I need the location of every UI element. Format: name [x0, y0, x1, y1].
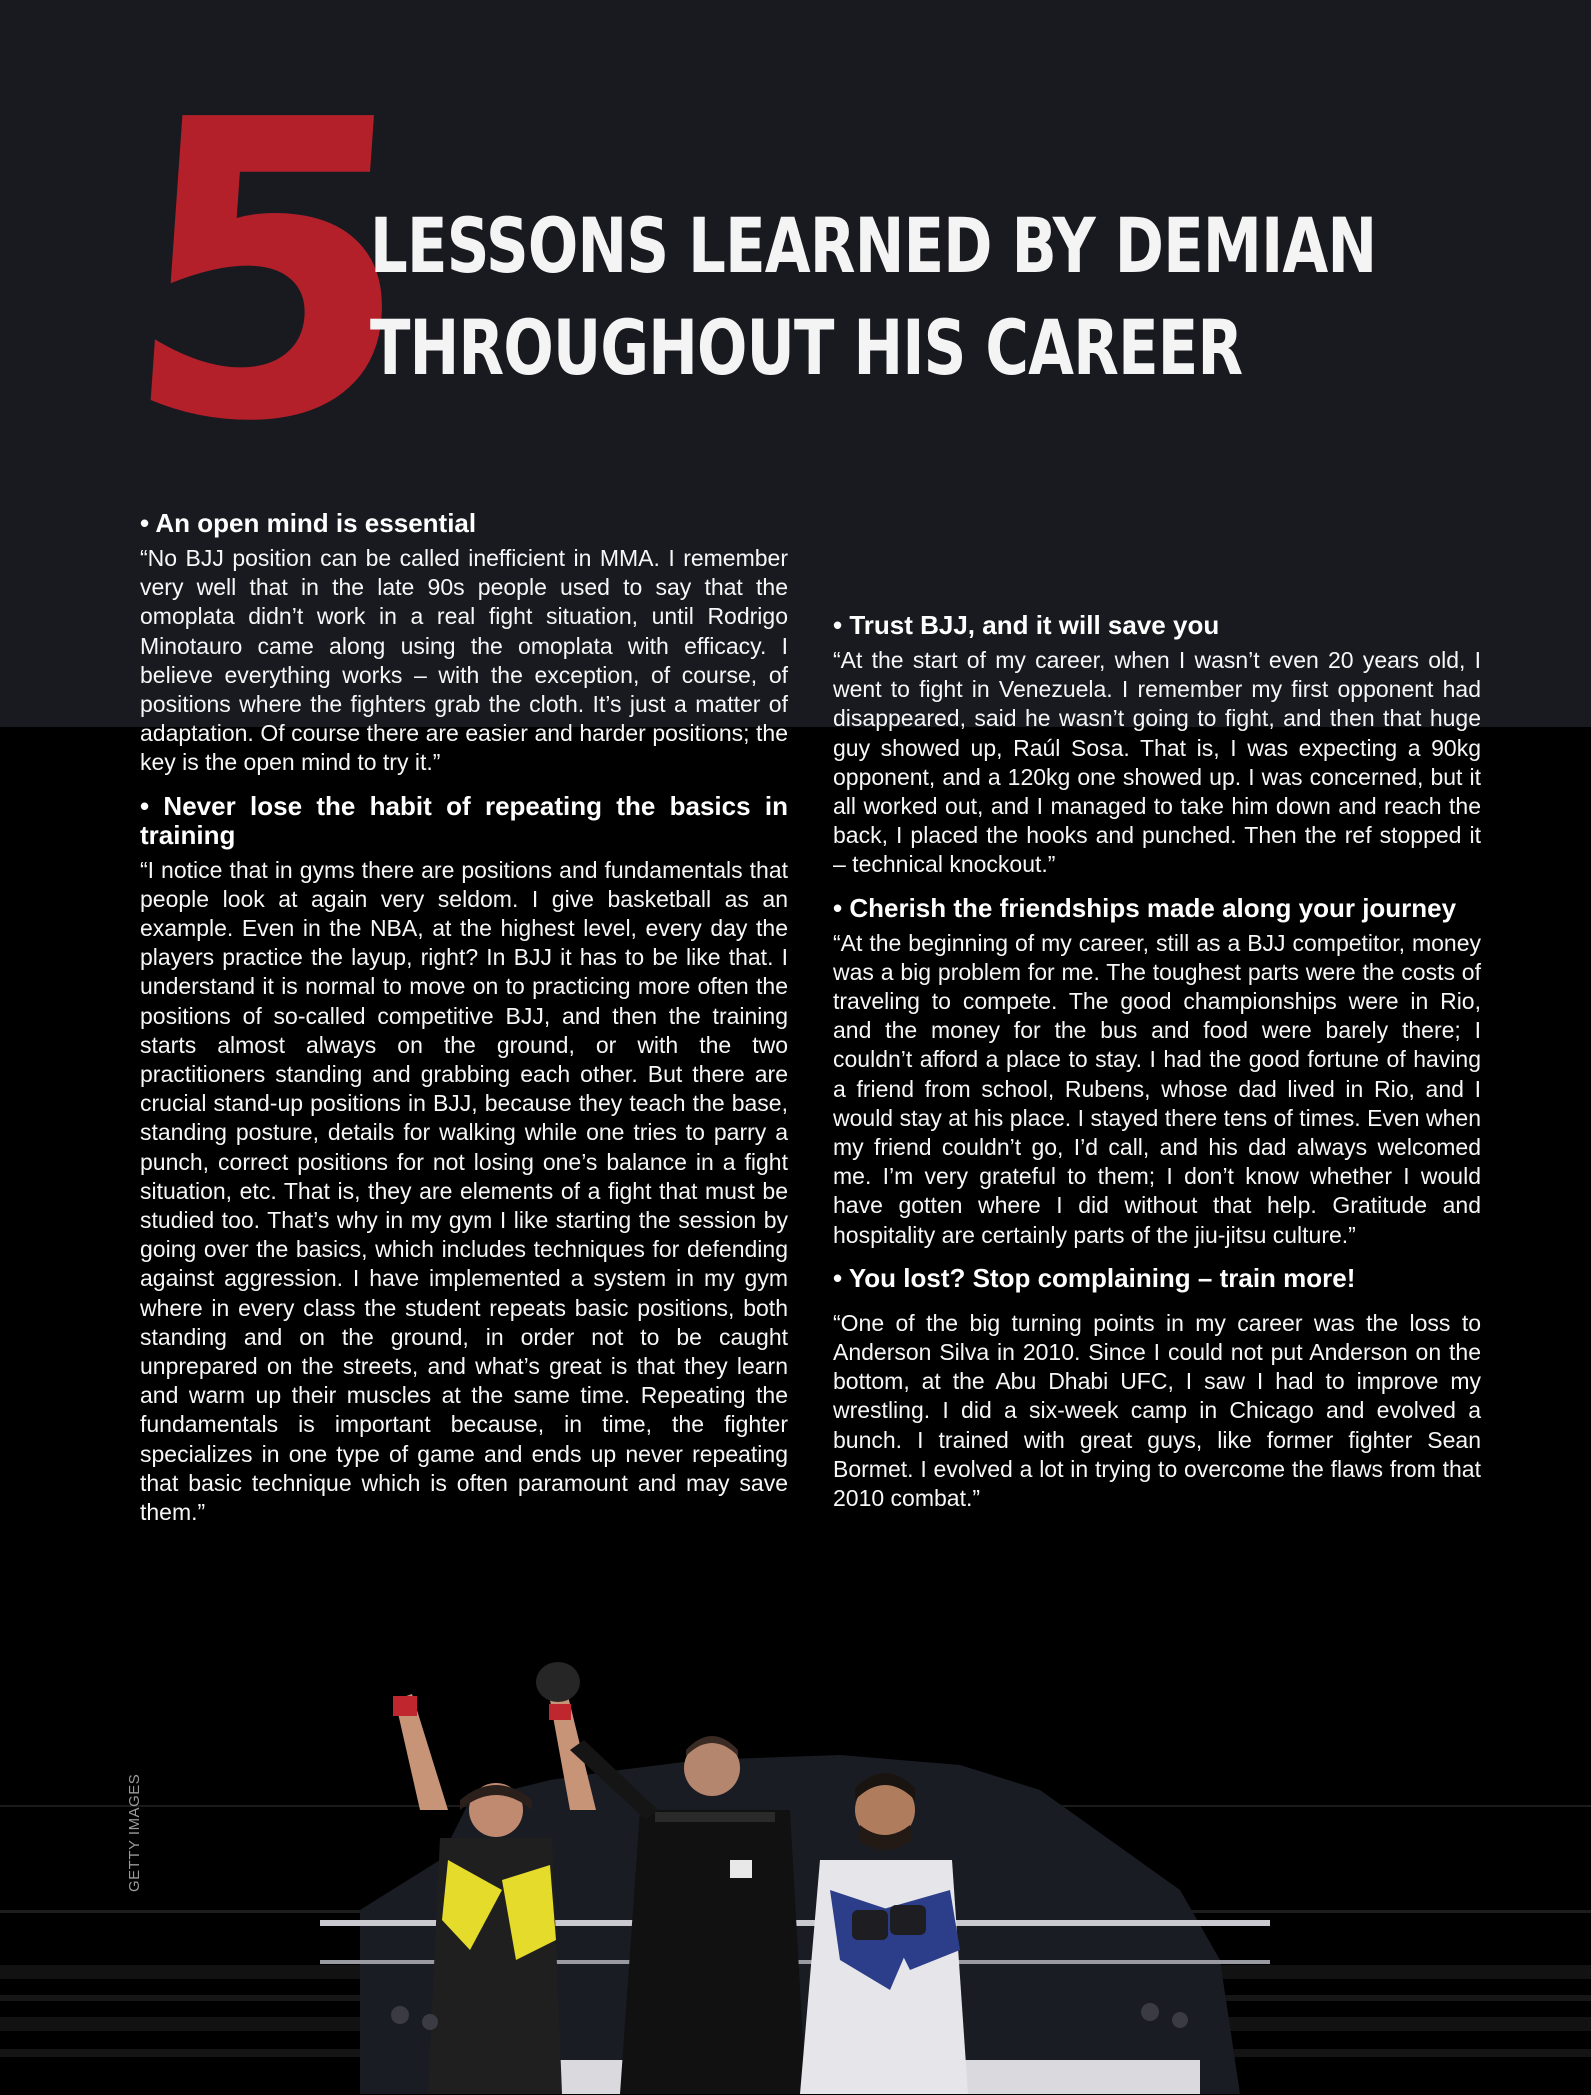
- lesson-body: “No BJJ position can be called inefficient in MMA. I remember very well that in the late 90s people used to say that the omoplata didn’t work in a real fight situation, until Rodrigo Minotauro came along using the omoplata with efficacy. I believe everything works – with the exception, of course, of positions where the fighters grab the cloth. It’s just a matter of adaptation. Of course there are easier and harder positions; the key is the open mind to try it.”: [140, 545, 788, 776]
- lesson-body: “At the beginning of my career, still as a BJJ competitor, money was a big problem for me. The toughest parts were the costs of traveling to compete. The good championships were in Rio, and the money for the bus and food were barely there; I couldn’t afford a place to stay. I had the good fortune of having a friend from school, Rubens, whose dad lived in Rio, and I would stay at his place. I stayed there tens of times. Even when my friend couldn’t go, I’d call, and his dad always welcomed me. I’m very grateful to them; I don’t know whether I would have gotten where I did without that help. Gratitude and hospitality are certainly parts of the jiu-jitsu culture.”: [833, 929, 1481, 1248]
- lesson-repeat-basics: [140, 792, 788, 1528]
- title-line-2: THROUGHOUT HIS CAREER: [370, 303, 1243, 392]
- headline-number: 5: [111, 33, 420, 511]
- right-column: [833, 611, 1481, 1527]
- photo-credit: GETTY IMAGES: [126, 1773, 143, 1892]
- lesson-open-mind: [140, 509, 788, 778]
- lesson-heading: • Cherish the friendships made along your journey: [833, 892, 1457, 923]
- page-title: [370, 195, 1377, 399]
- lesson-body: “I notice that in gyms there are positions and fundamentals that people look at again very seldom. I give basketball as an example. Even in the NBA, at the highest level, every day the players practice the layup, right? In BJJ it has to be like that. I understand it is normal to move on to practicing more often the positions of so-called competitive BJJ, and then the training starts almost always on the ground, or with the two practitioners standing and grabbing each other. But there are crucial stand-up positions in BJJ, because they teach the base, standing posture, details for walking while one tries to parry a punch, correct positions for not losing one’s balance in a fight situation, etc. That is, they are elements of a fight that must be studied too. That’s why in my gym I like starting the session by going over the basics, which includes techniques for defending against aggression. I have implemented a system in my gym where in every class the student repeats basic positions, both standing and on the ground, in order not to be caught unprepared on the streets, and what’s great is that they learn and warm up their muscles at the same time. Repeating the fundamentals is important because, in time, the fighter specializes in one type of game and ends up never repeating that basic technique which is often paramount and may save them.”: [140, 856, 788, 1526]
- lesson-heading: • Never lose the habit of repeating the basics in training: [140, 790, 788, 850]
- lesson-train-more: [833, 1264, 1481, 1513]
- fight-photo: [320, 1660, 1270, 2094]
- lesson-body: “At the start of my career, when I wasn’t even 20 years old, I went to fight in Venezuela. I remember my first opponent had disappeared, said he wasn’t going to fight, and then that huge guy showed up, Raúl Sosa. That is, I was expecting a 90kg opponent, and a 120kg one showed up. I was concerned, but it all worked out, and I managed to take him down and reach the back, I placed the hooks and punched. Then the ref stopped it – technical knockout.”: [833, 647, 1481, 878]
- lesson-heading: • Trust BJJ, and it will save you: [833, 610, 1220, 640]
- title-line-1: LESSONS LEARNED BY DEMIAN: [370, 201, 1377, 290]
- left-column: [140, 509, 788, 1541]
- lesson-heading: • An open mind is essential: [140, 508, 477, 538]
- lesson-heading: • You lost? Stop complaining – train more!: [833, 1262, 1356, 1293]
- lesson-friendships: [833, 894, 1481, 1250]
- lesson-body: “One of the big turning points in my career was the loss to Anderson Silva in 2010. Since I could not put Anderson on the bottom, at the Abu Dhabi UFC, I saw I had to improve my wrestling. I did a six-week camp in Chicago and evolved a bunch. I trained with great guys, like former fighter Sean Bormet. I evolved a lot in trying to overcome the flaws from that 2010 combat.”: [833, 1309, 1481, 1512]
- lesson-trust-bjj: [833, 611, 1481, 880]
